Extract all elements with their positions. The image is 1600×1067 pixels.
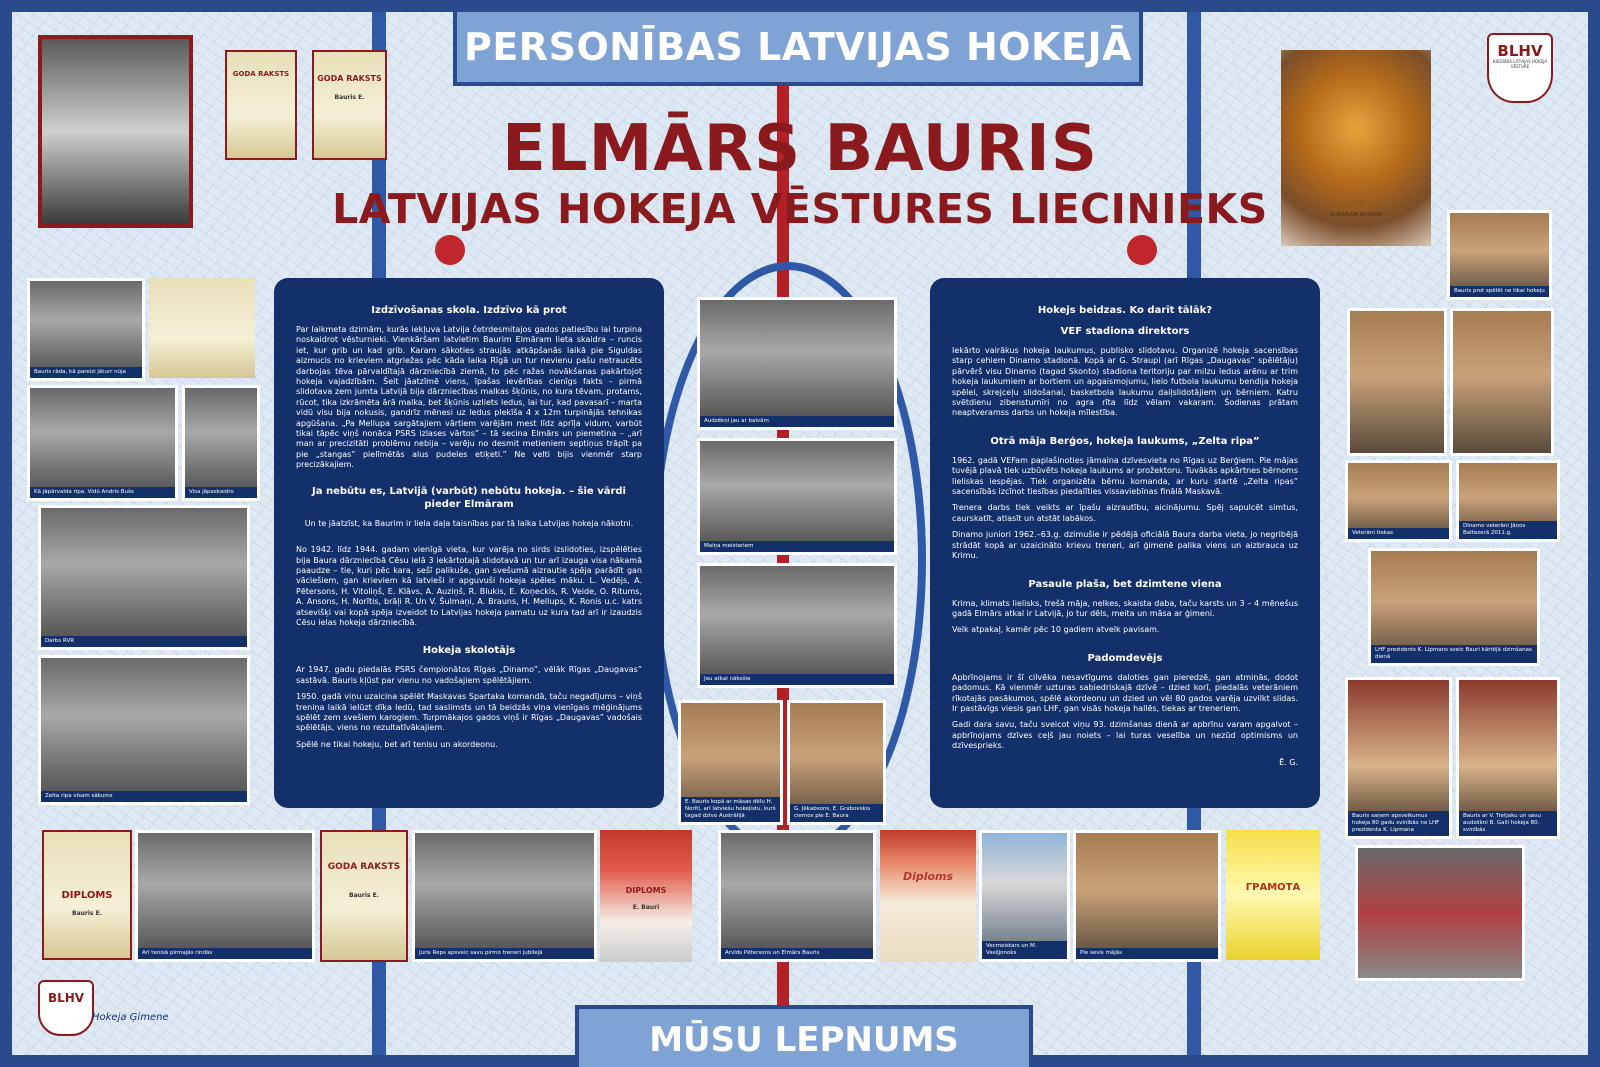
paragraph: Velk atpakaļ, kamēr pēc 10 gadiem atvelk pavisam. — [952, 625, 1160, 635]
photo-caption: G. Jēkabsons, E. Grabovskis ciemos pie E. Baura — [790, 804, 883, 822]
photo-caption: LHF prezidents K. Lipmans sveic Bauri kārtējā dzimšanas dienā — [1371, 645, 1537, 663]
diploma-name: E. Bauri — [632, 904, 660, 911]
photo-stick-lesson — [27, 278, 145, 381]
certificate-name: Bauris E. — [349, 892, 379, 899]
section-heading: Pasaule plaša, bet dzimtene viena — [1028, 578, 1222, 590]
diploma-photo — [42, 830, 132, 960]
photo-caption: Visa jāpaskaidro — [185, 487, 257, 498]
photo-golden-puck — [38, 655, 250, 805]
photo-masters-shift — [697, 438, 897, 555]
photo-vasiljonoks — [979, 830, 1070, 962]
photo-explanation — [182, 385, 260, 501]
photo-caption: Pie sevis mājās — [1076, 948, 1218, 959]
diploma-title: Diploms — [902, 870, 954, 883]
certificate-title: GODA RAKSTS — [327, 862, 401, 872]
handwritten-note-photo — [149, 278, 255, 378]
left-text-panel — [274, 278, 664, 808]
section-heading: Ja nebūtu es, Latvijā (varbūt) nebūtu hokeja. – šie vārdi pieder Elmāram — [312, 485, 626, 510]
photo-caption: Bauris ar V. Tretjaku un savu audzēkni B. Galli hokeja 80. svinībās — [1459, 811, 1557, 836]
top-banner: PERSONĪBAS LATVIJAS HOKEJĀ — [453, 8, 1143, 86]
section-heading: VEF stadiona direktors — [1060, 326, 1190, 337]
dinamo-diploma-photo — [880, 830, 976, 962]
paragraph: Un te jāatzīst, ka Baurim ir liela daļa taisnības par tā laika Latvijas hokeja nākotni. — [304, 518, 634, 528]
faceoff-dot — [435, 235, 465, 265]
paragraph: Trenera darbs tiek veikts ar īpašu aizrautību, aicinājumu. Spēj sapulcēt simtus, caurskatīt, atlasīt un atstāt labākos. — [952, 503, 1298, 523]
diploma-name: Bauris E. — [72, 910, 102, 917]
section-heading: Izdzīvošanas skola. Izdzīvo kā prot — [371, 305, 567, 316]
photo-guests-visit — [787, 700, 886, 825]
honor-certificate-photo — [320, 830, 408, 962]
photo-with-tretiak — [1456, 677, 1560, 839]
photo-elder-portrait — [1347, 308, 1447, 456]
section-heading: Otrā māja Berģos, hokeja laukums, „Zelta ripa” — [990, 435, 1260, 447]
paragraph: Par laikmeta dzirnām, kurās iekļuva Latvija četrdesmitajos gados patiesību lai turpina noskaidrot vēsturnieki. Vienkāršam latvietim Baurim Elmāram lieta skaidra – runcis iet, kur grib un kad grib. Karam sākoties straujās atkāpšanās laikā pie Siguldas aizmucis no krieviem atgriežas pēc kāda laika Rīgā un tur nevienu pašu netraucēts darbojas tēva pārvaldītajā dārzniecībā ziemā, to pēc ražas novākšanas pakārtojot hokeja vajadzībām. Šeit jāatzīmē viens, īpašas ievērības cienīgs fakts – pirmā slidotava zem jumta Latvijā bija dārzniecības malkas šķūnis, no kura tēvam, protams, rūcot, tika izkrāmēta ārā malka, bet šķūnis uzliets ledus, lai tur, kad pavasarī – marta vidū visu bija nokusis, gandrīz mēnesi uz ledus plekīša 4 x 12m turpinājās tehnikas apgūšana. „Pa Mellupa sargātajiem vārtiem varējām mest līdz aprīļa vidum, varbūt tikai tāpēc viņš nonāca PSRS izlases vārtos” – tā secina Elmārs un piemetina – „arī man ar precizitāti problēmu nebija – varēju no desmit metieniem septiņus trāpīt pa pie „stangas” pielīmētās alus pudeles etiķeti.” Ne velti bijis vienmēr starp precizākajiem. — [296, 325, 642, 470]
gramota-photo — [1226, 830, 1320, 960]
photo-caption: Veterāni tiekas — [1348, 528, 1449, 539]
paragraph: Dinamo juniori 1962.–63.g. dzimušie ir pēdējā oficiālā Baura darba vieta, jo negribējā strādāt kopā ar uzaicināto krievu treneri, arī ģimenē palika viens un aizbrauca uz Krimu. — [952, 530, 1298, 561]
certificate-name: Bauris E. — [334, 94, 365, 101]
photo-with-nephew — [678, 700, 783, 825]
diploma-title: DIPLOMS — [61, 890, 113, 901]
photo-caption: Bauris rāda, kā pareizi jāturr nūja — [30, 367, 142, 378]
diploma-title: DIPLOMS — [625, 886, 667, 895]
photo-caption: Jau atkal nākošie — [700, 674, 894, 685]
main-title: ELMĀRS BAURIS — [502, 112, 1098, 186]
photo-accordion-elder — [1447, 210, 1552, 300]
logo-abbr: BLHV — [1497, 42, 1543, 60]
section-heading: Padomdevējs — [1087, 652, 1163, 664]
photo-next-generation — [697, 563, 897, 688]
faceoff-dot — [1127, 235, 1157, 265]
photo-caption: Audzēkņi jau ar balvām — [700, 416, 894, 427]
photo-caption: Arī tenisā pirmajās rindās — [138, 948, 312, 959]
paragraph: 1962. gadā VEFam paplašinoties jāmaina dzīvesvieta no Rīgas uz Berģiem. Pie mājas tuvējā plavā tiek uzbūvēts hokeja laukums ar prožektoru. Tuvākās apkārtnes bērnoms lieliskas iespējas. Tiek organizēta bērnu komanda, ar kuru startē „Zelta ripas” sacensībās izcīnot tiesības piedalīties vissaviebīnas finālā Maskavā. — [952, 455, 1298, 497]
trophy-plate-number: 100 — [1346, 200, 1366, 210]
main-subtitle: LATVIJAS HOKEJA VĒSTURES LIECINIEKS — [332, 185, 1268, 233]
certificate-title: GODA RAKSTS — [232, 70, 290, 78]
photo-caption: Bauris prot spēlēt ne tikai hokeju — [1450, 286, 1549, 297]
paragraph: Spēlē ne tikai hokeju, bet arī tenisu un akordeonu. — [296, 739, 498, 749]
signature: Ē. G. — [1279, 757, 1298, 767]
paragraph: Krima, klimats lielisks, trešā māja, nelkes, skaista daba, taču karsts un 3 – 4 mēnešus gadā Elmārs atkal ir Latvijā, jo tur dēls, meita un māsa ar ģimeni. — [952, 598, 1298, 618]
photo-caption: Maiņa meistariem — [700, 541, 894, 552]
photo-caption: Bauris saņem apsveikumus hokeja 80 gadu svinībās no LHF prezidenta K. Lipmana — [1348, 811, 1449, 836]
photo-caption: Juris Reps apsveic savu pirmo treneri jubilejā — [415, 948, 594, 959]
photo-caption: Zelta ripa visam sākums — [41, 791, 247, 802]
certificate-title: GODA RAKSTS — [317, 74, 382, 83]
paragraph: Ar 1947. gadu piedalās PSRS čempionātos Rīgas „Dinamo”, vēlāk Rīgas „Daugavas” sastāvā. Bauris kļūst par vienu no vadošajiem spēlētājiem. — [296, 665, 642, 685]
photo-students-awards — [697, 297, 897, 430]
gramota-title: ГРАМОТА — [1245, 882, 1301, 893]
hokeja-gimene-logo-text: Hokeja Ģimene — [92, 1012, 169, 1023]
paragraph: 1950. gadā viņu uzaicina spēlēt Maskavas Spartaka komandā, taču negadījums – viņš treniņa laikā ielūzt dīķa ledū, tad saslimsts un tā beidzās viņa vienīgais mēģinājums spēlēt zem svešiem karogiem. Turpmākajos gados viņš ir Rīgas „Daugavas” vadošais spēlētājs, viens no rezultatīvākajiem. — [296, 692, 642, 733]
certificate-photo — [225, 50, 297, 160]
photo-puck-control — [27, 385, 178, 501]
photo-lhf-greeting — [1368, 548, 1540, 666]
bottom-banner: MŪSU LEPNUMS — [575, 1005, 1033, 1067]
soviet-diploma-photo — [600, 830, 692, 962]
blhv-logo — [1487, 33, 1553, 103]
photo-caption: Arvīds Pētersons un Elmārs Bauris — [721, 948, 873, 959]
section-heading: Hokejs beidzas. Ko darīt tālāk? — [1037, 305, 1213, 316]
photo-80-anniversary — [1345, 677, 1452, 839]
photo-dinamo-veterans — [1456, 460, 1560, 542]
paragraph: Apbrīnojams ir šī cilvēka nesavtīgums daloties gan pieredzē, gan atmiņās, dodot padomus. Kā vienmēr uzturas sabiedriskajā dzīvē – dzied korī, piedalās veterāniem rīkotajās pasākumos, spēlē akordeonu un dzied un vēl 80 gados varēja uzvilkt slidas. Ir pastāvīgs viesis gan LHF, gan visās hokeja hallēs, tiekas ar treneriem. — [952, 672, 1298, 713]
photo-tennis-team — [135, 830, 315, 962]
paragraph: Gadi dara savu, taču sveicot viņu 93. dzimšanas dienā ar apbrīnu varam apgalvot – apbrīnojams dzīves ceļš jau noiets – lai turas veselība un nezūd optimisms un dzīvesprieks. — [952, 720, 1298, 751]
photo-caption: Kā jāpārvalda ripa. Vidū Andris Bušs — [30, 487, 175, 498]
memorial-flowers-photo — [1355, 845, 1525, 981]
blhv-logo-small — [38, 980, 94, 1036]
photo-rvr-work — [38, 505, 250, 650]
certificate-photo — [312, 50, 387, 160]
trophy-skate-photo — [1281, 50, 1431, 246]
photo-veterans-meet — [1345, 460, 1452, 542]
logo-subtitle: BIEDRĪBA LATVIJAS HOKEJA VĒSTURE — [1492, 59, 1548, 69]
photo-caption: Dinamo veterāni Jāņos Baltezerā 2011.g. — [1459, 521, 1557, 539]
photo-petersons-bauris — [718, 830, 876, 962]
photo-at-home — [1073, 830, 1221, 962]
right-text-panel — [930, 278, 1320, 808]
photo-caption: Vecmeistars un M. Vasiļjonoks — [982, 941, 1067, 959]
paragraph: No 1942. līdz 1944. gadam vienīgā vieta, kur varēja no sirds izslidoties, izspēlēties bija Baura dārzniecībā Cēsu ielā 3 iekārtotajā slidotavā un tur arī izauga visa nākamā paaudze – tie, kuri pēc kara, sešī palikuše, gan svešumā aizrautie spēja parādīt gan vāciešiem, gan krieviem kā latvieši ir apguvuši hokeja spēles māku. L. Vedējs, A. Pētersons, H. Vitoliņš, E. Klāvs, A. Auziņš, R. Blukis, E. Koņeckis, R. Veide, O. Ritums, A. Ansons, H. Norītis, brāļi R. Un V. Šulmaņi, A. Brauns, H. Mellups, K. Ronis u.c. katrs atsevišķi vai kopā spēja izveidot to Latvijas hokeja pamatu uz kura tad arī ir izaudzis Cēsu ielas hokeja dārzniecībā. — [296, 545, 642, 627]
logo-abbr: BLHV — [47, 991, 85, 1005]
section-heading: Hokeja skolotājs — [422, 645, 516, 657]
accordion-portrait-photo — [38, 35, 193, 228]
photo-caption: E. Bauris kopā ar māsas dēlu H. Norīti, arī latviešu hokejistu, kurš tagad dzīvo Austrālijā — [681, 797, 780, 822]
photo-caption: Darbs RVR — [41, 636, 247, 647]
photo-jubilee-greeting — [412, 830, 597, 962]
paragraph: Iekārto vairākus hokeja laukumus, publisko slidotavu. Organizē hokeja sacensības starp cehiem Dinamo stadionā. Kopā ar G. Straupi (arī Rīgas „Daugavas” spēlētāju) pārvērš visu Dinamo (tagad Skonto) stadiona teritoriju par milzu ledus arēnu ar trim hokeja laukumiem ar bortiem un apgaismojumu, lielo futbola laukumu bendija hokeja spēlei, skrejceļu slidošanai, basketbola laukumu daiļslidotājiem un bērniem. Katru svētdienu zibensturnīri no agra rīta līdz vēlam vakaram. Šodienas prātam neaptveramss darbs un hokeja mīlestība. — [952, 346, 1298, 418]
trophy-plate-name: ELMĀRAM BAURIM — [1329, 212, 1383, 218]
photo-elder-closeup — [1450, 308, 1554, 456]
